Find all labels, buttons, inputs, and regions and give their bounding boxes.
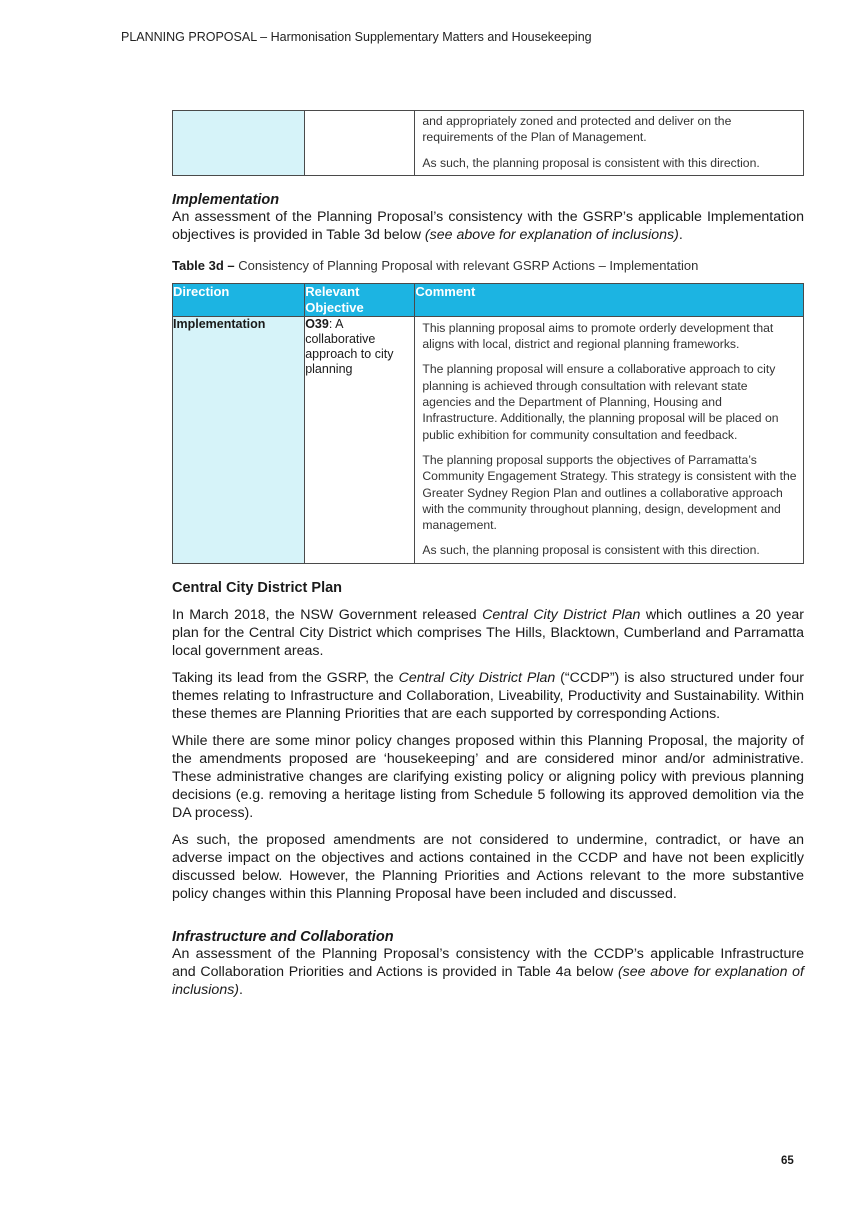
top-table-direction-cell: [173, 111, 305, 176]
table-3d-caption: Table 3d – Consistency of Planning Proposal with relevant GSRP Actions – Implementation: [172, 257, 699, 273]
ccdp-heading: Central City District Plan: [172, 579, 343, 596]
infrastructure-heading: Infrastructure and Collaboration: [172, 928, 394, 945]
comment-paragraph: The planning proposal will ensure a collaborative approach to city planning is achieved through consultation with relevant state agencies and the Department of Planning, Housing and Infrastructure. Additionally, the planning proposal will be placed on public exhibition for community consultation and feedback.: [422, 362, 779, 442]
ccdp-paragraph-2: Taking its lead from the GSRP, the Central City District Plan (“CCDP”) is also structured under four themes relating to Infrastructure and Collaboration, Liveability, Productivity and Sustainability. Within these themes are Planning Priorities that are each supported by corresponding Actions.: [172, 669, 804, 722]
infrastructure-paragraph: An assessment of the Planning Proposal’s consistency with the CCDP’s applicable Infrastructure and Collaboration Priorities and Actions is provided in Table 4a below (see above for explanation of inclusions).: [172, 945, 805, 998]
page-content: [172, 110, 804, 999]
top-table-objective-cell: [305, 111, 415, 176]
header-comment: Comment: [415, 283, 804, 316]
top-table-comment-cell: [415, 111, 804, 176]
comment-cell: [415, 316, 804, 563]
top-table-continuation: [172, 110, 804, 176]
table-row: [173, 316, 804, 563]
table-3d: [172, 283, 804, 564]
implementation-paragraph: An assessment of the Planning Proposal’s consistency with the GSRP’s applicable Implementation objectives is provided in Table 3d below (see above for explanation of inclusions).: [172, 208, 804, 243]
comment-paragraph: As such, the planning proposal is consistent with this direction.: [422, 543, 760, 558]
page-number: 65: [781, 1155, 794, 1167]
ccdp-paragraph-1: In March 2018, the NSW Government released Central City District Plan which outlines a 20 year plan for the Central City District which comprises The Hills, Blacktown, Cumberland and Parramatta local government areas.: [172, 606, 805, 659]
top-table-line: and appropriately zoned and protected and deliver on the requirements of the Plan of Management.: [422, 114, 732, 145]
header-direction: Direction: [173, 283, 305, 316]
comment-paragraph: The planning proposal supports the objectives of Parramatta’s Community Engagement Strategy. This strategy is consistent with the Greater Sydney Region Plan and outlines a collaborative approach with the community throughout planning, design, development and management.: [422, 452, 797, 533]
implementation-heading: Implementation: [172, 191, 280, 208]
header-relevant-objective: Relevant Objective: [305, 283, 415, 316]
running-header: PLANNING PROPOSAL – Harmonisation Supplementary Matters and Housekeeping: [121, 30, 592, 44]
ccdp-paragraph-4: As such, the proposed amendments are not considered to undermine, contradict, or have an adverse impact on the objectives and actions contained in the CCDP and have not been explicitly discussed below. However, the Planning Priorities and Actions relevant to the more substantive policy changes within this Planning Proposal have been included and discussed.: [172, 831, 804, 902]
objective-cell: O39: A collaborative approach to city planning: [305, 316, 415, 563]
direction-cell: Implementation: [173, 316, 305, 563]
top-table-line: As such, the planning proposal is consistent with this direction.: [422, 155, 760, 170]
ccdp-paragraph-3: While there are some minor policy changes proposed within this Planning Proposal, the majority of the amendments proposed are ‘housekeeping’ and are considered minor and/or administrative. These administrative changes are clarifying existing policy or aligning policy with previous planning decisions (e.g. removing a heritage listing from Schedule 5 following its approved demolition via the DA process).: [172, 732, 804, 821]
table-3d-header-row: [173, 283, 804, 316]
comment-paragraph: This planning proposal aims to promote orderly development that aligns with local, district and regional planning frameworks.: [422, 320, 774, 352]
